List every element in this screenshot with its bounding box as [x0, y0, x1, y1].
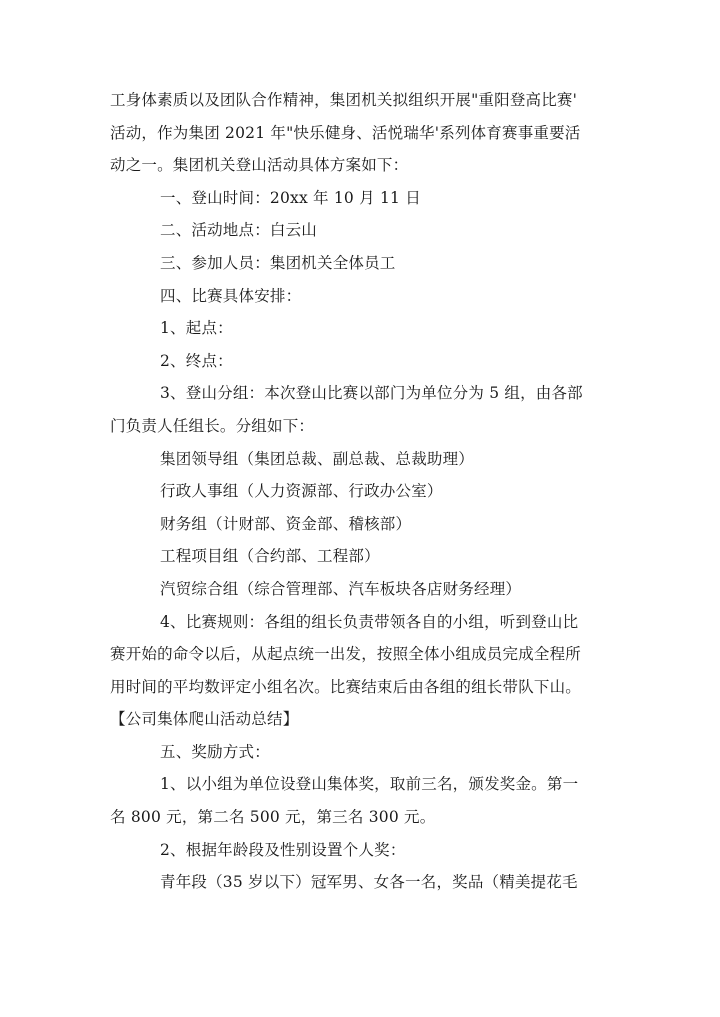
text-line: 4、比赛规则：各组的组长负责带领各自的小组，听到登山比 [160, 612, 579, 631]
text-line: 赛开始的命令以后，从起点统一出发，按照全体小组成员完成全程所 [110, 645, 582, 664]
text-line: 集团领导组（集团总裁、副总裁、总裁助理） [160, 449, 475, 468]
text-line: 动之一。集团机关登山活动具体方案如下： [110, 156, 409, 175]
text-line: 【公司集体爬山活动总结】 [110, 710, 299, 729]
text-line: 四、比赛具体安排： [160, 286, 302, 305]
text-line: 财务组（计财部、资金部、稽核部） [160, 514, 412, 533]
text-line: 工程项目组（合约部、工程部） [160, 547, 380, 566]
text-line: 二、活动地点：白云山 [160, 221, 318, 240]
text-line: 行政人事组（人力资源部、行政办公室） [160, 482, 443, 501]
text-line: 2、终点： [160, 351, 233, 370]
text-line: 五、奖励方式： [160, 742, 270, 761]
text-line: 三、参加人员：集团机关全体员工 [160, 253, 396, 272]
text-line: 门负责人任组长。分组如下： [110, 416, 315, 435]
text-line: 2、根据年龄段及性别设置个人奖： [160, 840, 406, 859]
text-line: 3、登山分组：本次登山比赛以部门为单位分为 5 组，由各部 [160, 384, 583, 403]
text-line: 1、以小组为单位设登山集体奖，取前三名，颁发奖金。第一 [160, 775, 579, 794]
text-line: 青年段（35 岁以下）冠军男、女各一名，奖品（精美提花毛 [160, 873, 578, 892]
text-line: 工身体素质以及团队合作精神，集团机关拟组织开展"重阳登高比赛' [110, 91, 578, 109]
text-line: 1、起点： [160, 319, 233, 338]
text-line: 汽贸综合组（综合管理部、汽车板块各店财务经理） [160, 579, 522, 598]
text-line: 活动，作为集团 2021 年"快乐健身、活悦瑞华'系列体育赛事重要活 [110, 123, 581, 142]
text-line: 名 800 元，第二名 500 元，第三名 300 元。 [110, 808, 436, 827]
document-page [110, 84, 610, 899]
text-line: 用时间的平均数评定小组名次。比赛结束后由各组的组长带队下山。 [110, 677, 582, 696]
text-line: 一、登山时间：20xx 年 10 月 11 日 [160, 188, 421, 207]
